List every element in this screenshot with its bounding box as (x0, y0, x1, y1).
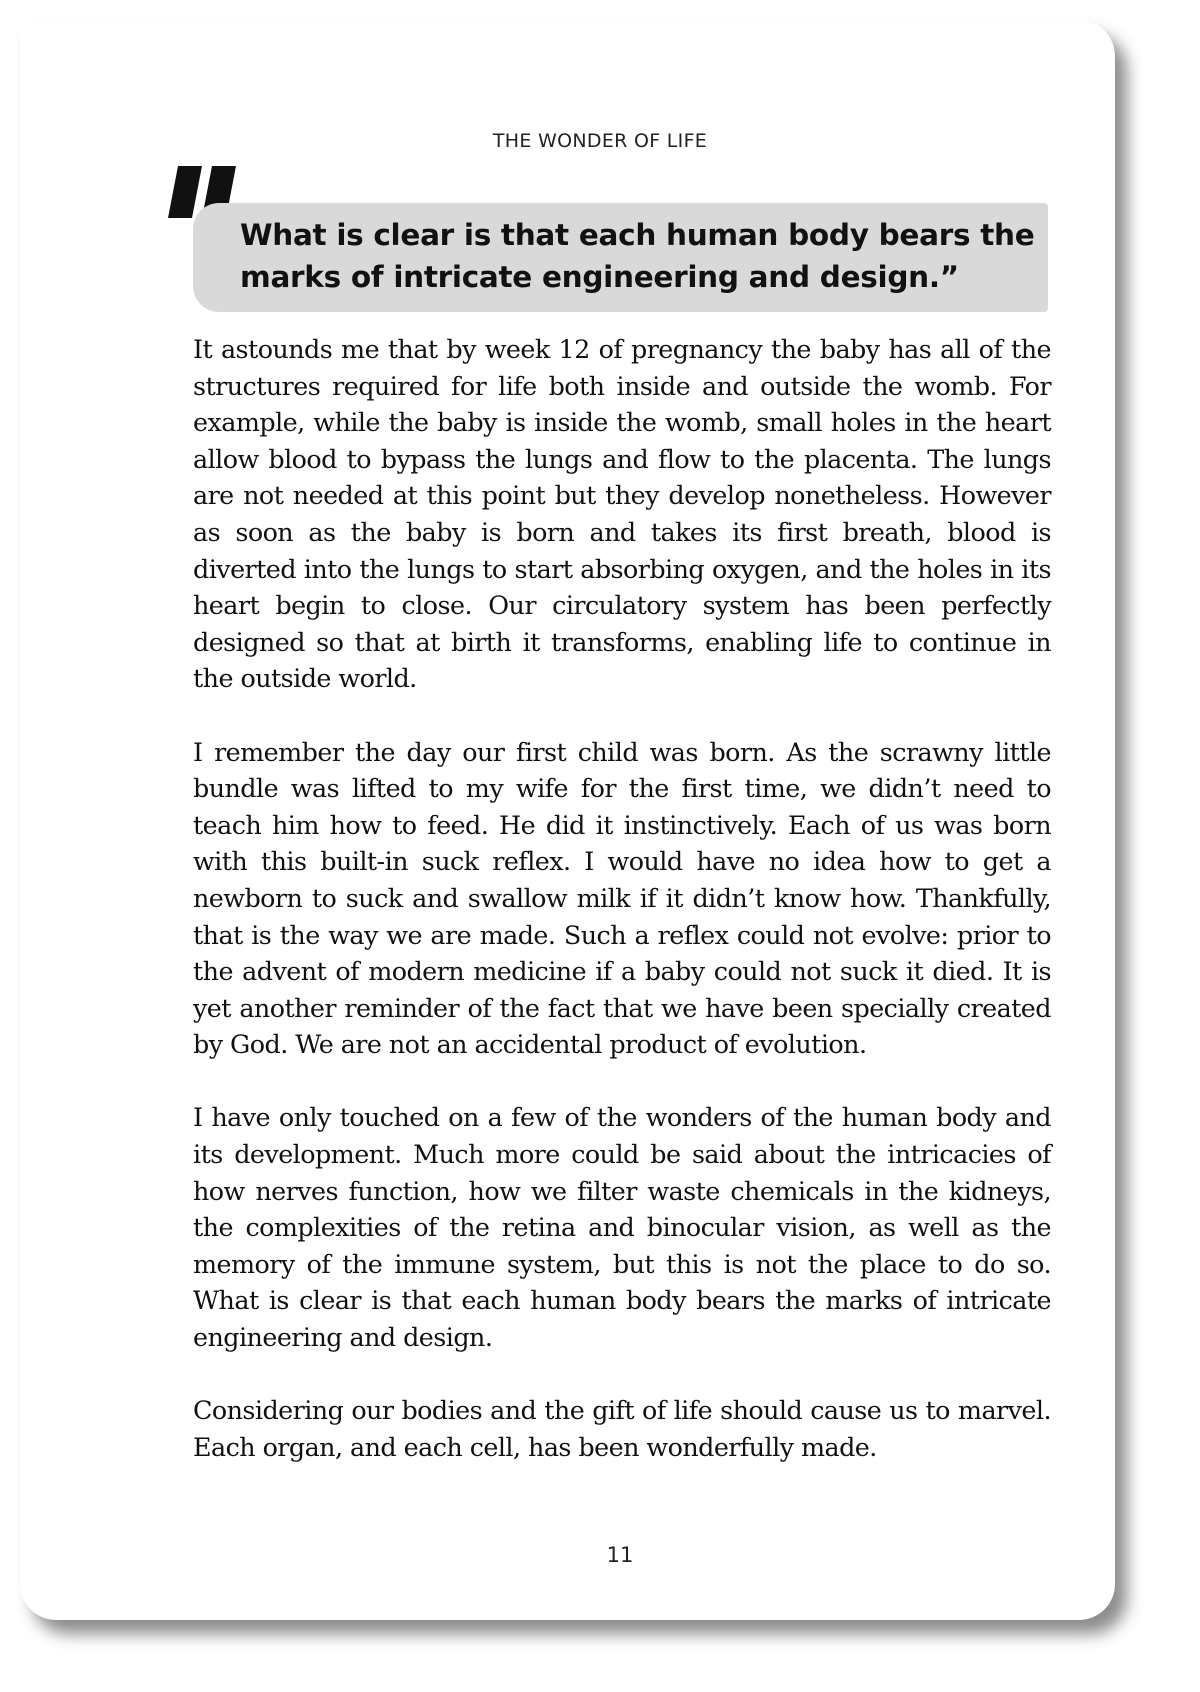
paragraph: It astounds me that by week 12 of pregnancy the baby has all of the structures required for life both inside and outside the womb. For example, while the baby is inside the womb, small holes in the heart allow blood to bypass the lungs and flow to the placenta. The lungs are not needed at this point but they develop nonetheless. However as soon as the baby is born and takes its first breath, blood is diverted into the lungs to start absorbing oxygen, and the holes in its heart begin to close. Our circulatory system has been perfectly designed so that at birth it transforms, enabling life to continue in the outside world. (193, 334, 1051, 694)
paragraph: I have only touched on a few of the wonders of the human body and its development. Much more could be said about the intricacies of how nerves function, how we filter waste chemicals in the kidneys, the complexities of the retina and binocular vision, as well as the memory of the immune system, but this is not the place to do so. What is clear is that each human body bears the marks of intricate engineering and design. (193, 1102, 1051, 1353)
body-text (193, 331, 1051, 1502)
running-header: THE WONDER OF LIFE (492, 130, 708, 152)
page-number: 11 (606, 1543, 634, 1567)
pull-quote-text: What is clear is that each human body bears the marks of intricate engineering and design.” (240, 218, 1035, 294)
paragraph: I remember the day our first child was born. As the scrawny little bundle was lifted to my wife for the first time, we didn’t need to teach him how to feed. He did it instinctively. Each of us was born with this built-in suck reflex. I would have no idea how to get a newborn to suck and swallow milk if it didn’t know how. Thankfully, that is the way we are made. Such a reflex could not evolve: prior to the advent of modern medicine if a baby could not suck it died. It is yet another reminder of the fact that we have been specially created by God. We are not an accidental product of evolution. (193, 736, 1051, 1060)
paragraph: Considering our bodies and the gift of life should cause us to marvel. Each organ, and each cell, has been wonderfully made. (193, 1395, 1051, 1462)
